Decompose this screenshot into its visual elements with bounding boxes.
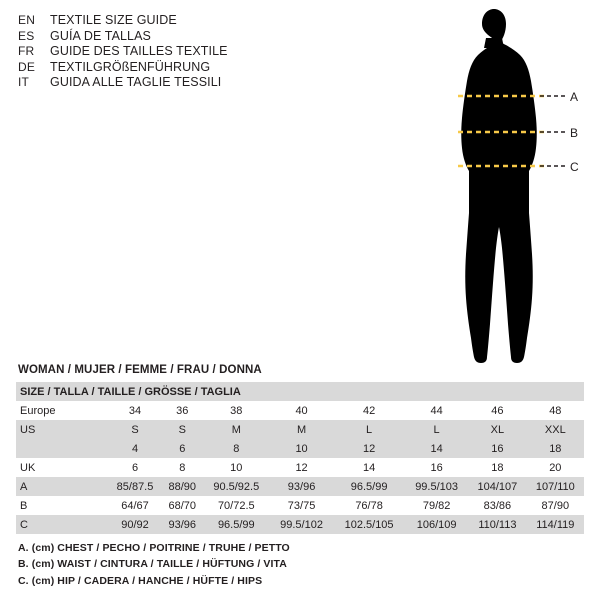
cell: 114/119 — [527, 515, 584, 534]
cell: 46 — [468, 401, 527, 420]
footnote-a: A. (cm) CHEST / PECHO / POITRINE / TRUHE / PETTO — [18, 542, 290, 554]
row-label-c: C — [16, 515, 108, 534]
cell: S — [108, 420, 162, 439]
title-row — [18, 76, 318, 89]
table-header-cell: SIZE / TALLA / TAILLE / GRÖSSE / TAGLIA — [16, 382, 584, 401]
cell: 48 — [527, 401, 584, 420]
table-row — [16, 458, 584, 477]
marker-label-a: A — [570, 90, 579, 104]
footnotes — [18, 540, 290, 589]
cell: 96.5/99 — [203, 515, 271, 534]
cell: L — [333, 420, 405, 439]
cell: 110/113 — [468, 515, 527, 534]
title-lang-en: EN — [18, 13, 36, 27]
cell: M — [270, 420, 333, 439]
table-row — [16, 439, 584, 458]
title-lang-es: ES — [18, 28, 35, 43]
cell: M — [203, 420, 271, 439]
cell: XXL — [527, 420, 584, 439]
title-lang-fr: FR — [18, 44, 35, 58]
cell: 70/72.5 — [203, 496, 271, 515]
footnote-b: B. (cm) WAIST / CINTURA / TAILLE / HÜFTUNG / VITA — [18, 558, 287, 571]
cell: 34 — [108, 401, 162, 420]
cell: 36 — [162, 401, 203, 420]
cell: 14 — [405, 439, 468, 458]
cell: 12 — [270, 458, 333, 477]
table-row — [16, 477, 584, 496]
cell: 79/82 — [405, 496, 468, 515]
cell: 96.5/99 — [333, 477, 405, 496]
cell: 44 — [405, 401, 468, 420]
row-label-b: B — [16, 496, 108, 515]
title-lang-it: IT — [18, 75, 30, 89]
cell: 68/70 — [162, 496, 203, 515]
cell: 18 — [468, 458, 527, 477]
cell: 83/86 — [468, 496, 527, 515]
title-text-fr: GUIDE DES TAILLES TEXTILE — [50, 44, 228, 58]
table-row — [16, 420, 584, 439]
cell: 106/109 — [405, 515, 468, 534]
female-silhouette-icon — [430, 8, 590, 368]
size-table — [16, 382, 584, 534]
cell: 4 — [108, 439, 162, 458]
table-row — [16, 515, 584, 534]
cell: 16 — [468, 439, 527, 458]
title-text-it: GUIDA ALLE TAGLIE TESSILI — [50, 75, 222, 89]
cell: 88/90 — [162, 477, 203, 496]
title-lang-de: DE — [18, 59, 36, 74]
cell: 102.5/105 — [333, 515, 405, 534]
cell: 93/96 — [162, 515, 203, 534]
cell: 12 — [333, 439, 405, 458]
cell: 93/96 — [270, 477, 333, 496]
cell: 8 — [162, 458, 203, 477]
cell: 99.5/102 — [270, 515, 333, 534]
cell: 99.5/103 — [405, 477, 468, 496]
size-table-element — [16, 382, 584, 534]
cell: 42 — [333, 401, 405, 420]
row-label-a: A — [16, 477, 108, 496]
title-block — [18, 14, 318, 92]
marker-label-b: B — [570, 126, 579, 140]
cell: 90/92 — [108, 515, 162, 534]
section-heading: WOMAN / MUJER / FEMME / FRAU / DONNA — [18, 364, 262, 376]
cell: 104/107 — [468, 477, 527, 496]
cell: 8 — [203, 439, 271, 458]
cell: L — [405, 420, 468, 439]
row-label-us-numeric — [16, 439, 108, 458]
table-header-row — [16, 382, 584, 401]
cell: 85/87.5 — [108, 477, 162, 496]
table-row — [16, 496, 584, 515]
title-row — [18, 30, 318, 43]
cell: 107/110 — [527, 477, 584, 496]
row-label-us: US — [16, 420, 108, 439]
cell: 10 — [270, 439, 333, 458]
title-row — [18, 61, 318, 74]
cell: 40 — [270, 401, 333, 420]
cell: 6 — [162, 439, 203, 458]
footnote-c: C. (cm) HIP / CADERA / HANCHE / HÜFTE / HIPS — [18, 574, 263, 587]
cell: 87/90 — [527, 496, 584, 515]
female-body-figure — [430, 8, 590, 368]
cell: 64/67 — [108, 496, 162, 515]
cell: S — [162, 420, 203, 439]
title-row — [18, 14, 318, 27]
cell: 10 — [203, 458, 271, 477]
row-label-uk: UK — [16, 458, 108, 477]
cell: 6 — [108, 458, 162, 477]
cell: 16 — [405, 458, 468, 477]
cell: 76/78 — [333, 496, 405, 515]
cell: 73/75 — [270, 496, 333, 515]
title-text-de: TEXTILGRÖßENFÜHRUNG — [50, 59, 211, 74]
cell: XL — [468, 420, 527, 439]
row-label-europe: Europe — [16, 401, 108, 420]
cell: 20 — [527, 458, 584, 477]
cell: 38 — [203, 401, 271, 420]
title-text-en: TEXTILE SIZE GUIDE — [50, 13, 177, 27]
marker-label-c: C — [570, 160, 579, 174]
cell: 90.5/92.5 — [203, 477, 271, 496]
cell: 18 — [527, 439, 584, 458]
table-row — [16, 401, 584, 420]
title-text-es: GUÍA DE TALLAS — [50, 28, 151, 43]
cell: 14 — [333, 458, 405, 477]
title-row — [18, 45, 318, 58]
